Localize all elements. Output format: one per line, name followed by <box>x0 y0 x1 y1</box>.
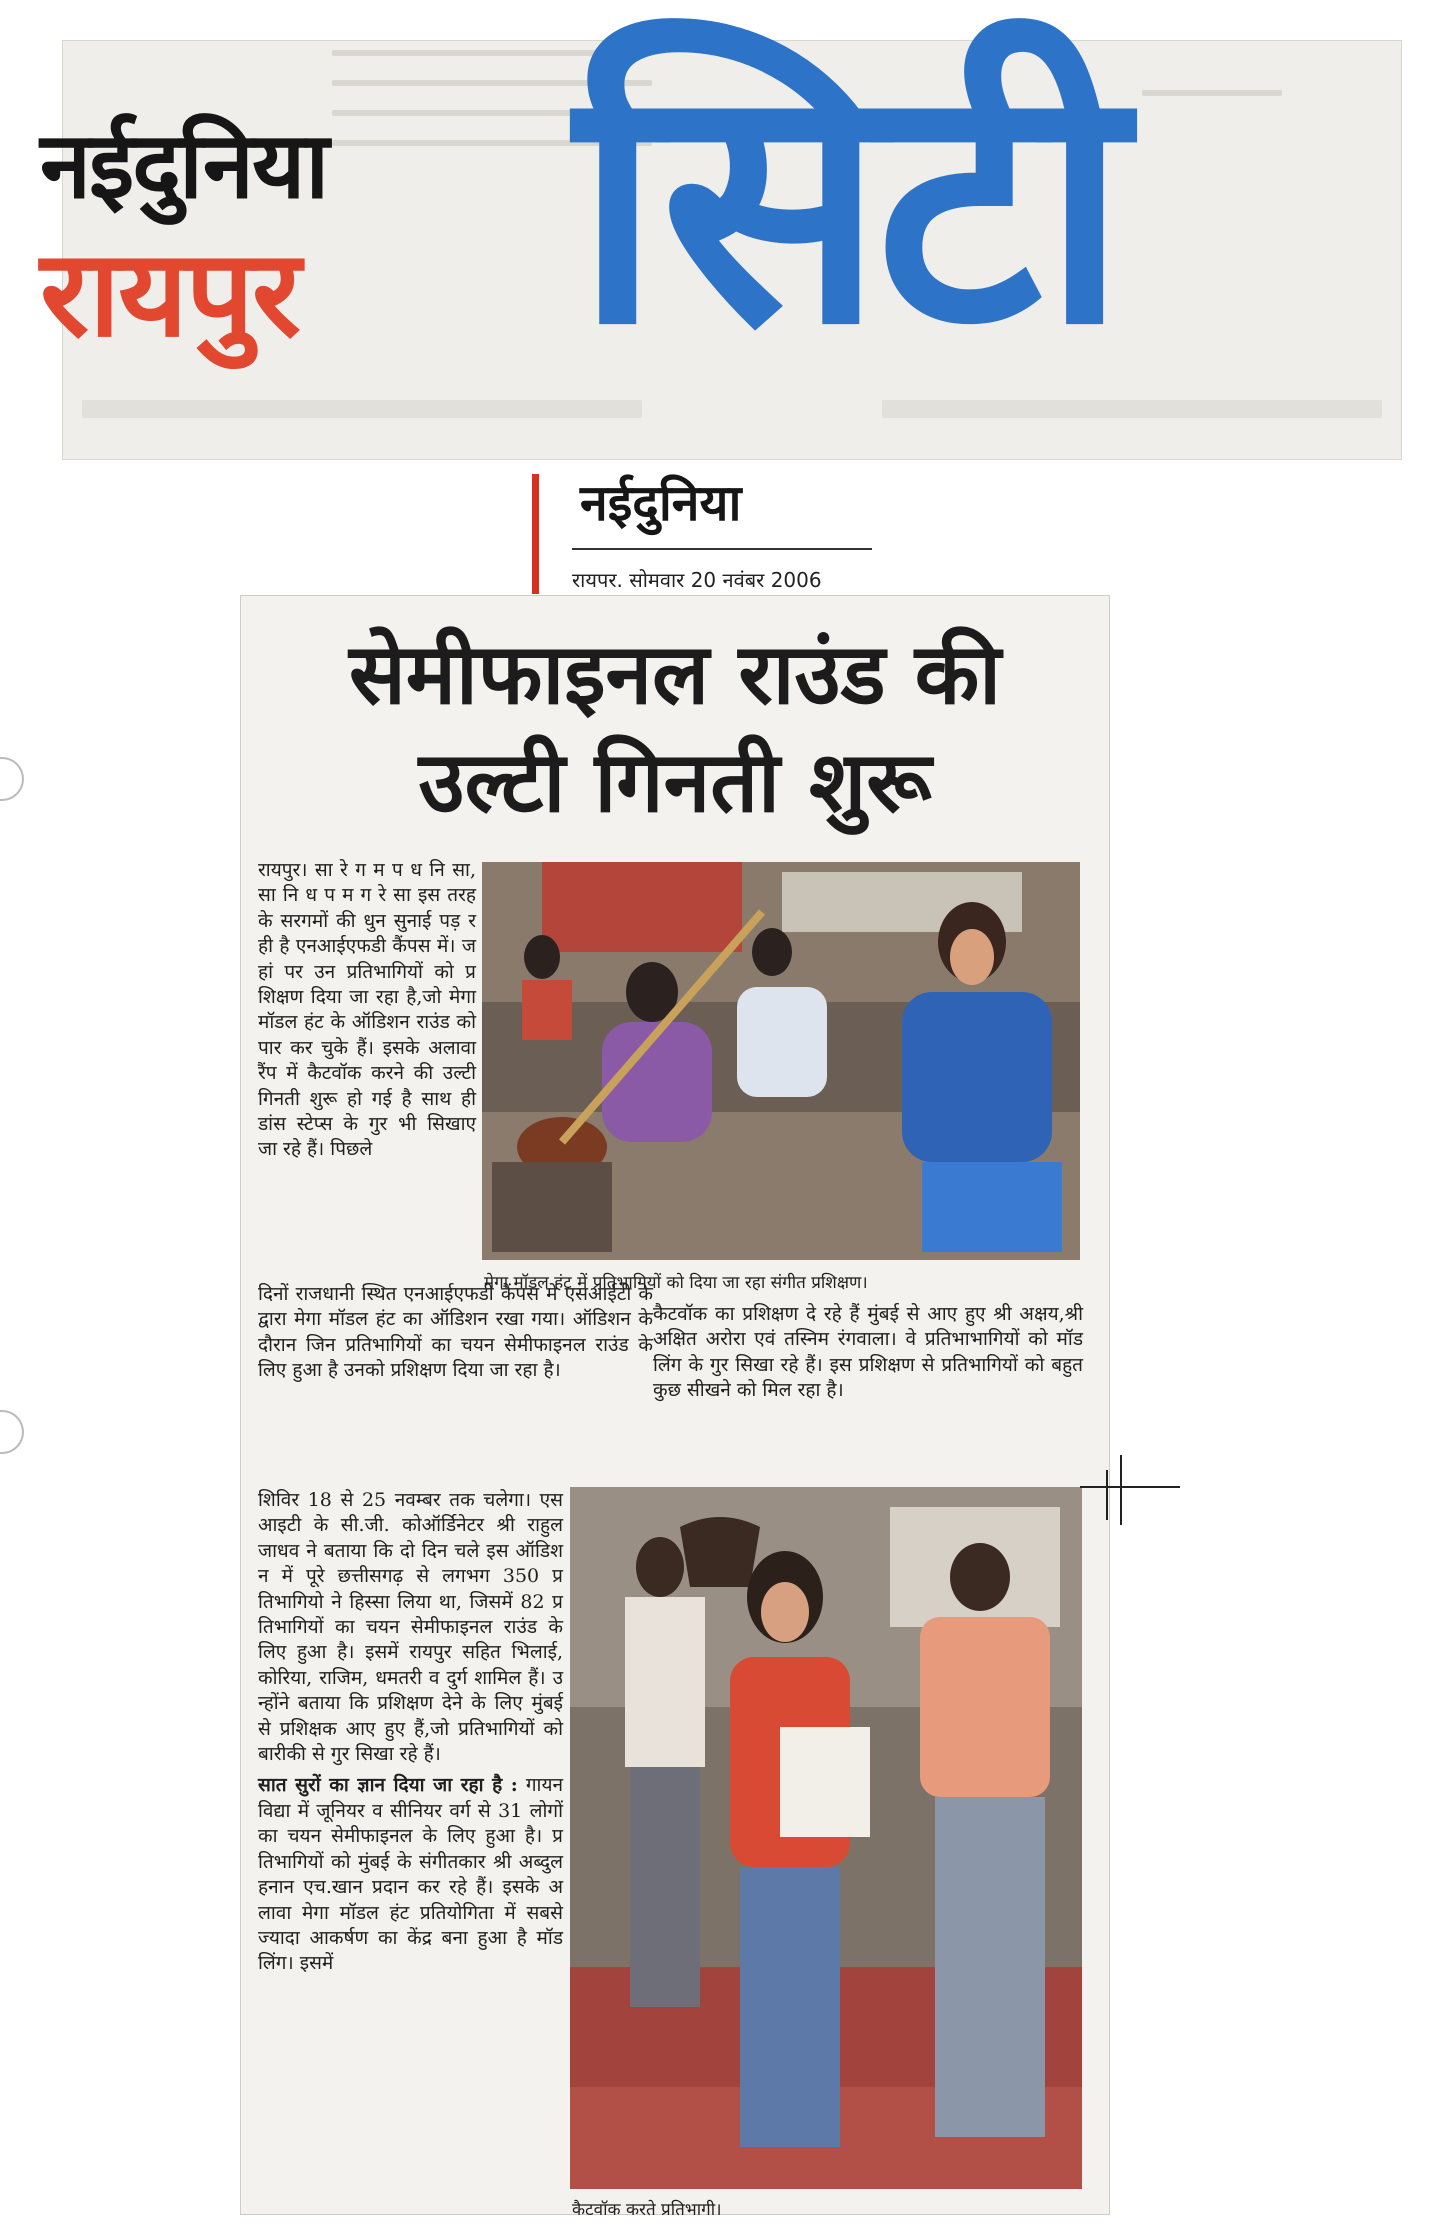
photo-music-training-image <box>482 862 1080 1260</box>
crop-mark <box>1080 1486 1180 1488</box>
photo-catwalk <box>570 1487 1082 2189</box>
dateline-accent-bar <box>532 474 539 594</box>
article-column-2: दिनों राजधानी स्थित एनआईएफडी कैंपस में एसआईटी के द्वारा मेगा मॉडल हंट का ऑडिशन रखा गया। ऑडिशन के दौरान जिन प्रतिभागियों का चयन सेमीफाइनल राउंड के लिए हुआ है उनको प्रशिक्षण दिया जा रहा है। <box>258 1283 653 1382</box>
article-column-3-body: गायन विद्या में जूनियर व सीनियर वर्ग से 31 लोगों का चयन सेमीफाइनल के लिए हुआ है। प्रतिभागियों को मुंबई के संगीतकार श्री अब्दुल हनान एच.खान प्रदान कर रहे हैं। इसके अलावा मेगा मॉडल हंट प्रतियोगिता में सबसे ज्यादा आकर्षण का केंद्र बना हुआ है मॉडलिंग। इसमें <box>258 1774 564 1975</box>
headline-line-2: उल्टी गिनती शुरू <box>418 733 932 831</box>
masthead-section-title: सिटी <box>575 13 1120 397</box>
article-headline <box>0 620 1350 836</box>
article-column-4: कैटवॉक का प्रशिक्षण दे रहे हैं मुंबई से आए हुए श्री अक्षय,श्री अक्षित अरोरा एवं तस्निम रंगवाला। वे प्रतिभाभागियों को मॉडलिंग के गुर सिखा रहे हैं। इस प्रशिक्षण से प्रतिभागियों को बहुत कुछ सीखने को मिल रहा है। <box>653 1303 1083 1402</box>
headline-line-1: सेमीफाइनल राउंड की <box>349 625 1001 723</box>
article-column-3-para-2 <box>258 1773 563 1976</box>
dateline-rule <box>572 548 872 550</box>
photo-music-training-caption: मेगा मॉडल हंट में प्रतिभागियों को दिया जा रहा संगीत प्रशिक्षण। <box>484 1273 868 1293</box>
photo-catwalk-caption: कैटवॉक करते प्रतिभागी। <box>572 2200 722 2220</box>
article-column-3-para-1: शिविर 18 से 25 नवम्बर तक चलेगा। एसआइटी के सी.जी. कोऑर्डिनेटर श्री राहुल जाधव ने बताया कि दो दिन चले इस ऑडिशन में पूरे छत्तीसगढ़ से लगभग 350 प्रतिभागियो ने हिस्सा लिया था, जिसमें 82 प्रतिभागियों का चयन सेमीफाइनल राउंड के लिए हुआ है। इसमें रायपुर सहित भिलाई, कोरिया, राजिम, धमतरी व दुर्ग शामिल हैं। उन्होंने बताया कि प्रशिक्षण देने के लिए मुंबई से प्रशिक्षक आए हुए हैं,जो प्रतिभागियों को बारीकी से गुर सिखा रहे हैं। <box>258 1489 563 1766</box>
article-subhead: सात सुरों का ज्ञान दिया जा रहा है : <box>258 1774 518 1797</box>
dateline-brand: नईदुनिया <box>580 474 742 532</box>
crop-mark <box>1120 1455 1122 1525</box>
dateline-date: रायपर. सोमवार 20 नवंबर 2006 <box>572 568 822 592</box>
punch-hole <box>0 1410 24 1454</box>
masthead-city-name: रायपुर <box>40 225 299 364</box>
crop-mark <box>1106 1470 1108 1520</box>
masthead-brand: नईदुनिया <box>40 112 328 219</box>
photo-music-training <box>482 862 1080 1260</box>
article-column-1: रायपुर। सा रे ग म प ध नि सा, सा नि ध प म ग रे सा इस तरह के सरगमों की धुन सुनाई पड़ रही है एनआईएफडी कैंपस में। जहां पर उन प्रतिभागियों को प्रशिक्षण दिया जा रहा है,जो मेगा मॉडल हंट के ऑडिशन राउंड को पार कर चुके हैं। इसके अलावा रैंप में कैटवॉक करने की उल्टी गिनती शुरू हो गई है साथ ही डांस स्टेप्स के गुर भी सिखाए जा रहे हैं। पिछले <box>258 859 476 1161</box>
article-column-3 <box>258 1488 563 1977</box>
photo-catwalk-image <box>570 1487 1082 2189</box>
